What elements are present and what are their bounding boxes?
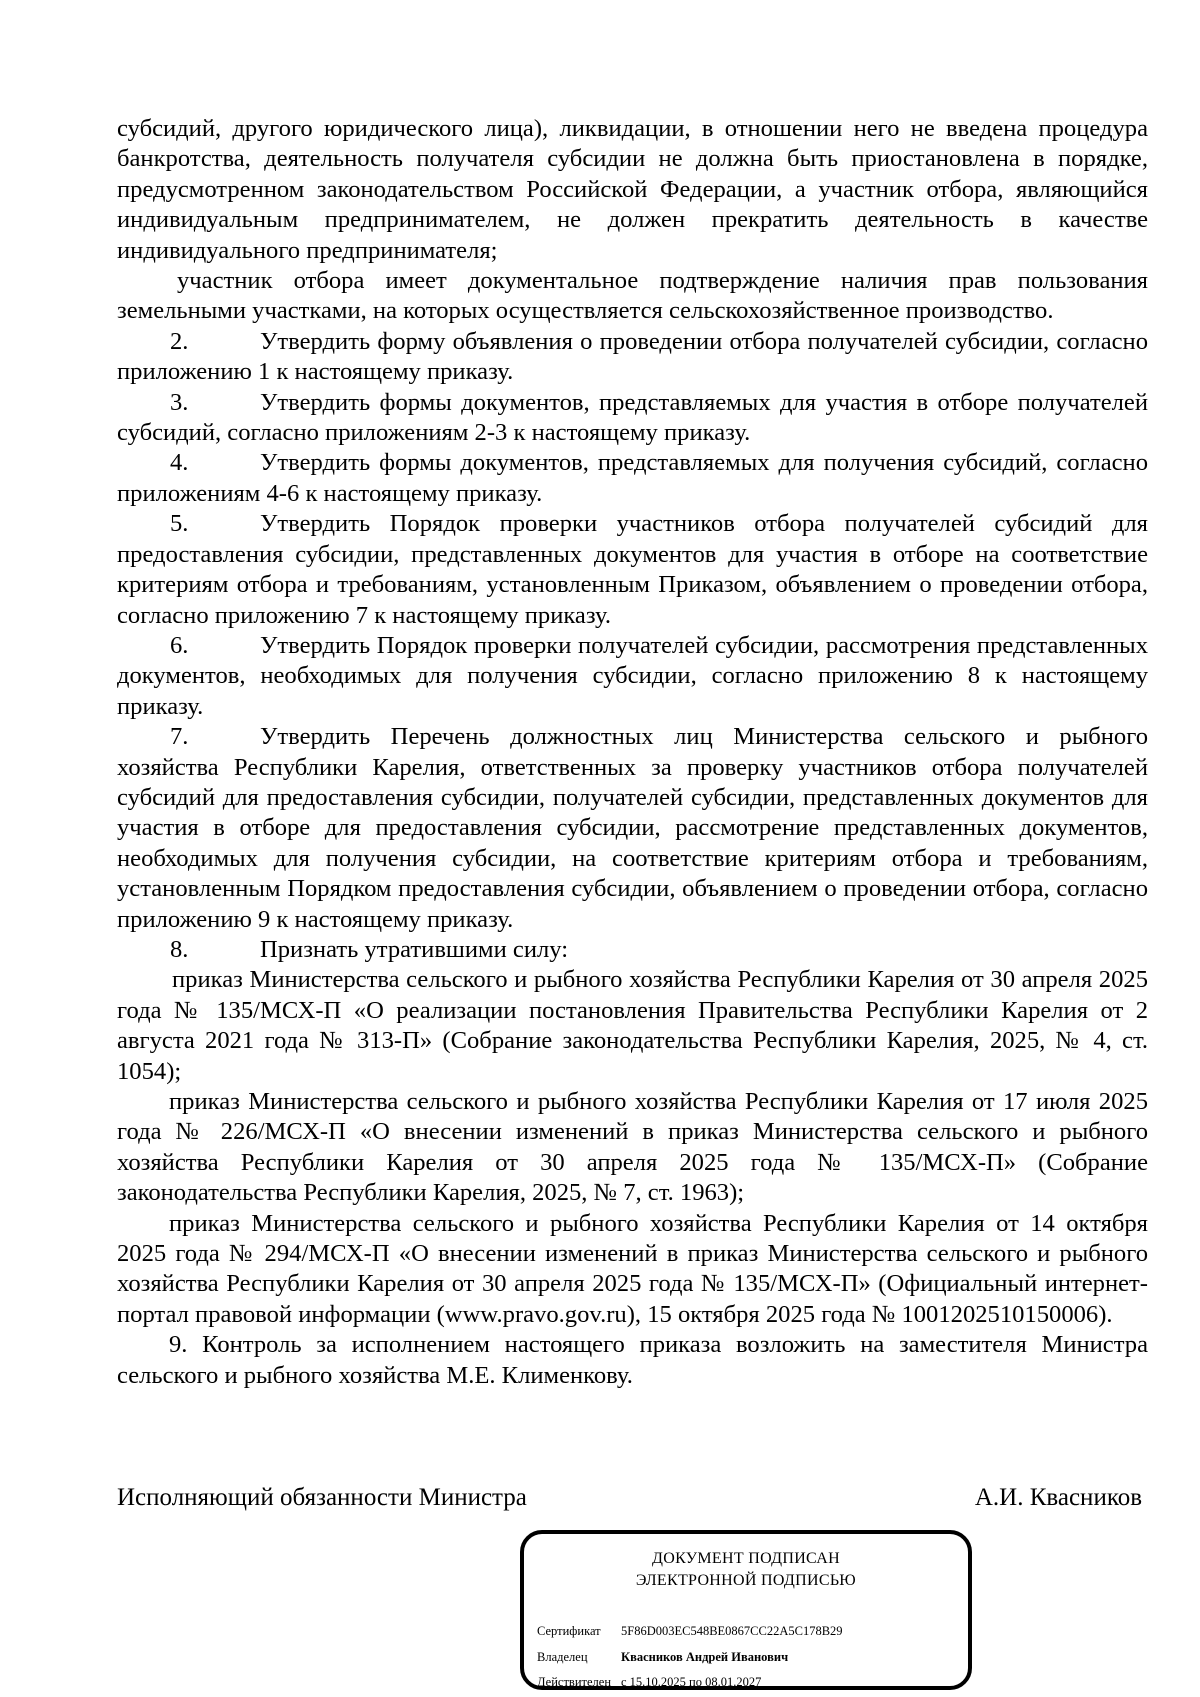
item-text: Утвердить Порядок проверки получателей субсидии, рассмотрения представленных документов, необходимых для получения субсидии, согласно приложению 8 к настоящему приказу.: [117, 631, 1148, 720]
item-number: 2.: [170, 327, 189, 355]
stamp-title-line2: ЭЛЕКТРОННОЙ ПОДПИСЬЮ: [635, 1572, 857, 1589]
electronic-signature-stamp: [520, 1530, 972, 1690]
item-6: [117, 631, 1148, 722]
stamp-certificate-value: 5F86D003EC548BE0867CC22A5C178B29: [621, 1624, 843, 1638]
item-number: 4.: [170, 449, 189, 477]
item-8: [117, 935, 1148, 965]
item-text: Утвердить Порядок проверки участников отбора получателей субсидий для предоставления субсидии, представленных документов для участия в отборе на соответствие критериям отбора и требованиям, установленным Приказом, объявлением о проведении отбора, согласно приложению 7 к настоящему приказу.: [117, 510, 1148, 629]
paragraph-continuation: субсидий, другого юридического лица), ликвидации, в отношении него не введена процедура банкротства, деятельность получателя субсидии не должна быть приостановлена в порядке, предусмотренном законодательством Российской Федерации, а участник отбора, являющийся индивидуальным предпринимателем, не должен прекратить деятельность в качестве индивидуального предпринимателя;: [117, 115, 1148, 264]
item-text: Утвердить форму объявления о проведении отбора получателей субсидии, согласно приложению 1 к настоящему приказу.: [117, 327, 1148, 386]
item-text: Утвердить формы документов, представляемых для получения субсидий, согласно приложениям 4-6 к настоящему приказу.: [117, 449, 1148, 507]
stamp-validity-row: [537, 1674, 761, 1690]
signatory-position: Исполняющий обязанности Министра: [117, 1484, 527, 1511]
item-number: 8.: [170, 935, 189, 963]
stamp-certificate-label: Сертификат: [537, 1624, 601, 1638]
item-5: [117, 509, 1148, 631]
item-3: [117, 388, 1148, 449]
signature-block: [117, 1483, 1148, 1513]
repealed-order-3: приказ Министерства сельского и рыбного хозяйства Республики Карелия от 14 октября 2025 года № 294/МСХ-П «О внесении изменений в приказ Министерства сельского и рыбного хозяйства Республики Карелия от 30 апреля 2025 года № 135/МСХ-П» (Официальный интернет-портал правовой информации (www.pravo.gov.ru), 15 октября 2025 года № 1001202510150006).: [117, 1209, 1148, 1328]
item-text: Утвердить формы документов, представляемых для участия в отборе получателей субсидий, согласно приложениям 2-3 к настоящему приказу.: [117, 388, 1148, 447]
item-7: [117, 722, 1148, 935]
item-number: 6.: [170, 631, 189, 659]
stamp-owner-row: [537, 1649, 788, 1665]
paragraph-land-rights: участник отбора имеет документальное подтверждение наличия прав пользования земельными участками, на которых осуществляется сельскохозяйственное производство.: [117, 267, 1148, 325]
stamp-validity-label: Действителен: [537, 1675, 612, 1689]
item-number: 7.: [170, 723, 189, 751]
item-9-control: 9. Контроль за исполнением настоящего приказа возложить на заместителя Министра сельского и рыбного хозяйства М.Е. Клименкову.: [117, 1331, 1148, 1389]
document-body: [117, 114, 1148, 1391]
stamp-owner-value: Квасников Андрей Иванович: [621, 1650, 789, 1664]
signatory-name: А.И. Квасников: [974, 1484, 1142, 1511]
item-text: Признать утратившими силу:: [260, 935, 569, 963]
item-number: 5.: [170, 510, 189, 538]
item-text: Утвердить Перечень должностных лиц Министерства сельского и рыбного хозяйства Республики Карелия, ответственных за проверку участников отбора получателей субсидий для предоставления субсидии, получателей субсидии, представленных документов для участия в отборе для предоставления субсидии, рассмотрение представленных документов, необходимых для получения субсидии, на соответствие критериям отбора и требованиям, установленным Порядком предоставления субсидии, объявлением о проведении отбора, согласно приложению 9 к настоящему приказу.: [117, 723, 1148, 933]
repealed-order-2: приказ Министерства сельского и рыбного хозяйства Республики Карелия от 17 июля 2025 года № 226/МСХ-П «О внесении изменений в приказ Министерства сельского и рыбного хозяйства Республики Карелия от 30 апреля 2025 года № 135/МСХ-П» (Собрание законодательства Республики Карелия, 2025, № 7, ст. 1963);: [117, 1088, 1148, 1207]
stamp-title-line1: ДОКУМЕНТ ПОДПИСАН: [652, 1550, 840, 1567]
stamp-certificate-row: [537, 1623, 843, 1639]
item-number: 3.: [170, 388, 189, 416]
repealed-order-1: приказ Министерства сельского и рыбного хозяйства Республики Карелия от 30 апреля 2025 года № 135/МСХ-П «О реализации постановления Правительства Республики Карелия от 2 августа 2021 года № 313-П» (Собрание законодательства Республики Карелия, 2025, № 4, ст. 1054);: [117, 966, 1148, 1085]
stamp-title: [524, 1548, 968, 1592]
stamp-validity-value: с 15.10.2025 по 08.01.2027: [621, 1675, 762, 1689]
item-4: [117, 448, 1148, 509]
stamp-owner-label: Владелец: [537, 1650, 588, 1664]
item-2: [117, 327, 1148, 388]
